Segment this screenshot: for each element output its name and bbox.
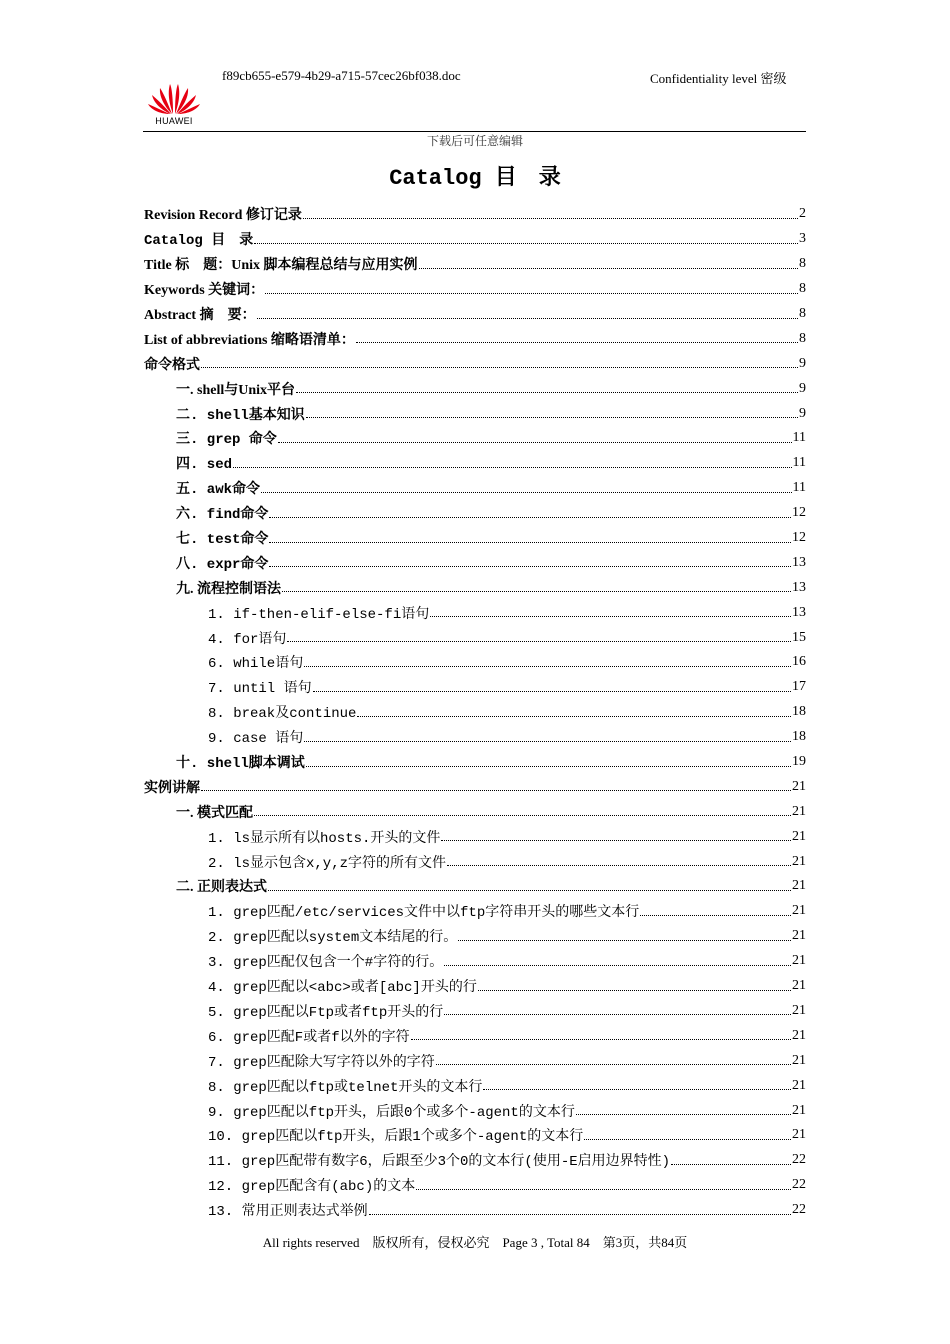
toc-entry[interactable] [144, 774, 806, 799]
toc-entry-label: 2. ls显示包含x,y,z字符的所有文件 [208, 855, 447, 872]
toc-entry-page: 18 [792, 729, 806, 745]
toc-leader-dots [458, 926, 791, 941]
toc-entry[interactable] [144, 1123, 806, 1148]
header-filename: f89cb655-e579-4b29-a715-57cec26bf038.doc [222, 68, 461, 83]
toc-leader-dots [584, 1125, 791, 1140]
toc-entry[interactable] [144, 999, 806, 1024]
toc-entry-page: 13 [792, 554, 806, 570]
toc-entry[interactable] [144, 526, 806, 551]
toc-entry-page: 11 [792, 455, 806, 471]
toc-entry-page: 12 [792, 505, 806, 521]
toc-entry-page: 21 [792, 853, 806, 869]
toc-entry-label: 四. sed [176, 457, 233, 474]
toc-entry-label: 五. awk命令 [176, 482, 261, 499]
toc-entry[interactable] [144, 227, 806, 252]
toc-entry-page: 22 [792, 1152, 806, 1168]
toc-leader-dots [303, 204, 798, 219]
toc-entry-label: 9. grep匹配以ftp开头，后跟0个或多个-agent的文本行 [208, 1104, 575, 1121]
toc-entry-page: 22 [792, 1202, 806, 1218]
toc-leader-dots [671, 1150, 791, 1165]
toc-entry-page: 16 [792, 654, 806, 670]
page-footer: All rights reserved 版权所有，侵权必究 Page 3 , Total 84 第3页，共84页 [262, 1235, 688, 1250]
toc-leader-dots [269, 552, 791, 567]
toc-entry-page: 8 [799, 256, 806, 272]
toc-entry-label: 12. grep匹配含有(abc)的文本 [208, 1179, 416, 1196]
toc-entry-label: 1. ls显示所有以hosts.开头的文件 [208, 830, 441, 847]
toc-entry-page: 8 [799, 281, 806, 297]
toc-leader-dots [444, 951, 791, 966]
toc-entry-page: 21 [792, 953, 806, 969]
toc-leader-dots [254, 229, 798, 244]
toc-entry-label: 3. grep匹配仅包含一个#字符的行。 [208, 955, 444, 972]
toc-entry-label: Keywords 关键词： [144, 283, 265, 299]
toc-entry-label: Title 标 题：Unix 脚本编程总结与应用实例 [144, 258, 418, 274]
toc-entry-page: 21 [792, 803, 806, 819]
toc-entry-page: 21 [792, 1052, 806, 1068]
toc-entry-label: 八. expr命令 [176, 556, 269, 573]
toc-entry-label: 5. grep匹配以Ftp或者ftp开头的行 [208, 1004, 444, 1021]
toc-entry[interactable] [144, 252, 806, 277]
toc-leader-dots [313, 677, 791, 692]
toc-entry[interactable] [144, 1173, 806, 1198]
toc-leader-dots [441, 826, 791, 841]
toc-entry-label: Catalog 目 录 [144, 233, 254, 250]
toc-entry[interactable] [144, 1023, 806, 1048]
logo-text: HUAWEI [155, 116, 193, 126]
toc-entry[interactable] [144, 451, 806, 476]
toc-entry-label: 1. if-then-elif-else-fi语句 [208, 606, 430, 623]
toc-entry[interactable] [144, 1073, 806, 1098]
toc-leader-dots [265, 279, 798, 294]
toc-entry-page: 21 [792, 928, 806, 944]
toc-entry[interactable] [144, 849, 806, 874]
toc-entry-label: List of abbreviations 缩略语清单： [144, 332, 355, 348]
toc-entry[interactable] [144, 1148, 806, 1173]
toc-leader-dots [269, 503, 791, 518]
toc-entry[interactable] [144, 575, 806, 600]
toc-leader-dots [306, 403, 798, 418]
toc-entry-page: 18 [792, 704, 806, 720]
toc-entry-label: Revision Record 修订记录 [144, 208, 302, 224]
toc-entry-label: 4. for语句 [208, 631, 287, 648]
toc-entry-page: 19 [792, 754, 806, 770]
toc-entry-label: 7. grep匹配除大写字符以外的字符 [208, 1054, 435, 1071]
toc-entry[interactable] [144, 202, 806, 227]
toc-leader-dots [640, 901, 791, 916]
toc-entry[interactable] [144, 824, 806, 849]
toc-entry-label: 11. grep匹配带有数字6，后跟至少3个0的文本行(使用-E启用边界特性) [208, 1154, 671, 1171]
toc-leader-dots [257, 304, 798, 319]
toc-leader-dots [201, 776, 791, 791]
toc-entry[interactable] [144, 700, 806, 725]
toc-entry-label: 二. shell基本知识 [176, 407, 305, 424]
toc-entry-page: 8 [799, 330, 806, 346]
toc-entry-page: 8 [799, 306, 806, 321]
toc-entry[interactable] [144, 501, 806, 526]
toc-entry[interactable] [144, 376, 806, 401]
toc-entry-label: 13. 常用正则表达式举例 [208, 1204, 368, 1221]
toc-leader-dots [268, 876, 791, 891]
toc-entry-page: 13 [792, 579, 806, 595]
toc-entry-label: 一. shell与Unix平台 [176, 382, 296, 398]
toc-entry-label: 九. 流程控制语法 [176, 581, 281, 597]
toc-leader-dots [282, 577, 791, 592]
toc-leader-dots [430, 602, 791, 617]
toc-leader-dots [478, 976, 791, 991]
toc-entry[interactable] [144, 725, 806, 750]
toc-leader-dots [369, 1200, 791, 1215]
toc-leader-dots [287, 627, 791, 642]
catalog-title: Catalog 目 录 [389, 166, 561, 191]
toc-entry[interactable] [144, 1098, 806, 1123]
toc-entry-page: 21 [792, 878, 806, 894]
toc-entry-page: 21 [792, 1102, 806, 1118]
toc-entry-page: 11 [792, 430, 806, 446]
toc-entry-label: 七. test命令 [176, 532, 269, 549]
toc-entry-page: 22 [792, 1177, 806, 1193]
toc-leader-dots [304, 652, 791, 667]
toc-entry[interactable] [144, 799, 806, 824]
toc-entry-page: 21 [792, 1127, 806, 1143]
toc-leader-dots [201, 353, 798, 368]
toc-entry-page: 9 [799, 380, 806, 396]
toc-entry-page: 21 [792, 778, 806, 794]
toc-leader-dots [304, 727, 791, 742]
toc-entry-label: 六. find命令 [176, 507, 269, 524]
toc-entry-page: 11 [792, 480, 806, 496]
toc-leader-dots [576, 1100, 791, 1115]
toc-entry-page: 2 [799, 206, 806, 222]
toc-entry-label: 一. 模式匹配 [176, 805, 253, 821]
toc-entry[interactable] [144, 974, 806, 999]
toc-entry-label: 4. grep匹配以<abc>或者[abc]开头的行 [208, 980, 477, 997]
toc-leader-dots [416, 1175, 791, 1190]
toc-entry-label: 10. grep匹配以ftp开头，后跟1个或多个-agent的文本行 [208, 1129, 584, 1146]
toc-entry[interactable] [144, 600, 806, 625]
toc-entry-label: 6. while语句 [208, 656, 304, 673]
toc-entry[interactable] [144, 1048, 806, 1073]
toc-entry-page: 12 [792, 530, 806, 546]
toc-leader-dots [254, 801, 791, 816]
toc-entry[interactable] [144, 899, 806, 924]
toc-entry[interactable] [144, 1198, 806, 1223]
toc-leader-dots [278, 428, 792, 443]
toc-entry-page: 21 [792, 1002, 806, 1018]
toc-entry-page: 21 [792, 978, 806, 994]
toc-entry[interactable] [144, 924, 806, 949]
toc-entry[interactable] [144, 874, 806, 899]
toc-entry-label: Abstract 摘 要： [144, 308, 256, 323]
toc-entry-label: 1. grep匹配/etc/services文件中以ftp字符串开头的哪些文本行 [208, 905, 640, 922]
toc-entry[interactable] [144, 675, 806, 700]
toc-entry-page: 21 [792, 1027, 806, 1043]
toc-entry-page: 13 [792, 604, 806, 620]
toc-leader-dots [436, 1050, 791, 1065]
toc-leader-dots [233, 453, 792, 468]
toc-entry-label: 2. grep匹配以system文本结尾的行。 [208, 930, 458, 947]
toc-leader-dots [296, 378, 798, 393]
toc-entry[interactable] [144, 949, 806, 974]
toc-entry[interactable] [144, 650, 806, 675]
huawei-logo-icon [146, 76, 202, 116]
toc-entry[interactable] [144, 625, 806, 650]
toc-entry[interactable] [144, 476, 806, 501]
toc-entry-page: 17 [792, 679, 806, 695]
toc-leader-dots [444, 1000, 791, 1015]
toc-entry[interactable] [144, 326, 806, 351]
toc-entry-label: 8. break及continue [208, 706, 357, 723]
toc-entry-page: 15 [792, 629, 806, 645]
toc-leader-dots [411, 1025, 791, 1040]
toc-entry-label: 7. until 语句 [208, 681, 312, 698]
huawei-logo [146, 76, 202, 128]
toc-entry[interactable] [144, 351, 806, 376]
toc-leader-dots [261, 478, 792, 493]
toc-entry-label: 十. shell脚本调试 [176, 756, 305, 773]
toc-entry-page: 3 [799, 231, 806, 247]
toc-entry-label: 三. grep 命令 [176, 432, 277, 449]
toc-leader-dots [269, 528, 791, 543]
toc-leader-dots [356, 328, 798, 343]
toc-entry-label: 实例讲解 [144, 780, 200, 796]
toc-entry-page: 21 [792, 828, 806, 844]
toc-entry-label: 8. grep匹配以ftp或telnet开头的文本行 [208, 1079, 483, 1096]
toc-leader-dots [447, 851, 791, 866]
toc-entry[interactable] [144, 401, 806, 426]
toc-entry-page: 9 [799, 355, 806, 371]
toc-entry-label: 二. 正则表达式 [176, 880, 267, 896]
header-confidentiality: Confidentiality level 密级 [650, 71, 787, 86]
toc-entry[interactable] [144, 277, 806, 302]
toc-entry-page: 9 [799, 405, 806, 421]
toc-leader-dots [357, 702, 791, 717]
toc-leader-dots [419, 254, 798, 269]
toc-entry-page: 21 [792, 1077, 806, 1093]
toc-entry-page: 21 [792, 903, 806, 919]
toc-entry-label: 6. grep匹配F或者f以外的字符 [208, 1029, 410, 1046]
toc-entry[interactable] [144, 426, 806, 451]
toc-leader-dots [483, 1075, 791, 1090]
toc-leader-dots [306, 752, 791, 767]
edit-note: 下载后可任意编辑 [426, 134, 523, 148]
toc-entry-label: 命令格式 [144, 357, 200, 373]
table-of-contents [144, 202, 806, 1223]
toc-entry[interactable] [144, 550, 806, 575]
toc-entry[interactable] [144, 302, 806, 327]
toc-entry[interactable] [144, 750, 806, 775]
toc-entry-label: 9. case 语句 [208, 731, 304, 748]
